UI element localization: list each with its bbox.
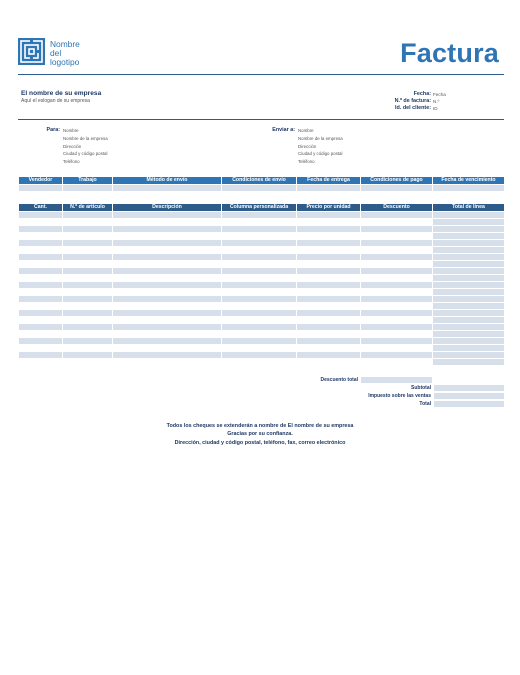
table-cell[interactable] (63, 212, 113, 219)
table-cell[interactable] (113, 310, 222, 317)
table-cell[interactable] (222, 275, 297, 282)
table-cell[interactable] (297, 226, 361, 233)
items-table (18, 203, 505, 366)
table-row (19, 324, 505, 331)
table-cell[interactable] (222, 303, 297, 310)
table-row (19, 317, 505, 324)
table-cell[interactable] (222, 212, 297, 219)
logo-line: logotipo (50, 57, 80, 68)
table-cell[interactable] (297, 233, 361, 240)
table-row (19, 352, 505, 359)
col-header: Cant. (19, 204, 63, 212)
items-header-row (19, 204, 505, 212)
table-row (19, 331, 505, 338)
table-cell[interactable] (361, 233, 433, 240)
col-header: Columna personalizada (222, 204, 297, 212)
table-cell[interactable] (433, 317, 505, 324)
table-row (19, 338, 505, 345)
table-cell[interactable] (19, 345, 63, 352)
table-cell[interactable] (361, 296, 433, 303)
table-cell[interactable] (113, 345, 222, 352)
table-row (19, 289, 505, 296)
table-cell[interactable] (222, 261, 297, 268)
sales-tax-label: Impuesto sobre las ventas (368, 393, 431, 399)
table-cell[interactable] (297, 240, 361, 247)
table-cell[interactable] (433, 296, 505, 303)
table-cell[interactable] (297, 352, 361, 359)
table-cell[interactable] (19, 233, 63, 240)
table-cell[interactable] (297, 219, 361, 226)
table-row (19, 233, 505, 240)
thanks-note: Gracias por su confianza. (227, 431, 293, 437)
table-cell[interactable] (361, 254, 433, 261)
logo-line: Nombre (50, 39, 80, 49)
table-cell[interactable] (222, 345, 297, 352)
table-cell[interactable] (433, 226, 505, 233)
invoice-number-label: N.º de factura: (394, 98, 431, 104)
bill-to-address (63, 127, 108, 166)
table-cell[interactable] (63, 247, 113, 254)
table-cell[interactable] (113, 247, 222, 254)
date-value: Fecha (433, 92, 446, 97)
table-cell[interactable] (113, 219, 222, 226)
total-field[interactable] (434, 401, 504, 407)
table-cell[interactable] (433, 254, 505, 261)
table-cell[interactable] (63, 289, 113, 296)
table-cell[interactable] (113, 261, 222, 268)
table-cell[interactable] (433, 219, 505, 226)
table-cell[interactable] (297, 296, 361, 303)
table-cell[interactable] (297, 212, 361, 219)
col-header: Total de línea (433, 204, 505, 212)
table-cell[interactable] (19, 226, 63, 233)
table-cell[interactable] (113, 254, 222, 261)
col-header: Descuento (361, 204, 433, 212)
table-cell[interactable] (63, 185, 113, 192)
table-cell[interactable] (19, 310, 63, 317)
table-cell[interactable] (19, 247, 63, 254)
table-cell[interactable] (361, 226, 433, 233)
table-cell[interactable] (433, 352, 505, 359)
table-cell[interactable] (361, 345, 433, 352)
table-cell[interactable] (63, 254, 113, 261)
customer-id-label: Id. del cliente: (395, 105, 431, 111)
col-header: Precio por unidad (297, 204, 361, 212)
table-cell[interactable] (113, 303, 222, 310)
table-cell[interactable] (222, 268, 297, 275)
shipping-table (18, 176, 505, 192)
table-cell[interactable] (297, 185, 361, 192)
total-discount-field[interactable] (361, 377, 432, 383)
bill-to-label: Para: (46, 127, 60, 133)
table-cell[interactable] (19, 352, 63, 359)
table-cell[interactable] (19, 331, 63, 338)
table-cell[interactable] (297, 324, 361, 331)
table-cell[interactable] (433, 240, 505, 247)
ship-to-label: Enviar a: (272, 127, 295, 133)
table-cell[interactable] (63, 233, 113, 240)
table-cell[interactable] (433, 289, 505, 296)
subtotal-label: Subtotal (411, 385, 431, 391)
table-cell[interactable] (433, 345, 505, 352)
table-cell[interactable] (297, 331, 361, 338)
table-cell[interactable] (222, 359, 297, 366)
address-line: Nombre de la empresa (63, 135, 108, 141)
table-cell[interactable] (113, 317, 222, 324)
table-cell[interactable] (433, 261, 505, 268)
table-cell[interactable] (361, 268, 433, 275)
address-line: Dirección (63, 143, 82, 149)
logo-icon (18, 38, 45, 65)
table-cell[interactable] (113, 359, 222, 366)
table-cell[interactable] (361, 324, 433, 331)
total-discount-label: Descuento total (320, 377, 358, 383)
table-row (19, 310, 505, 317)
address-line: Nombre de la empresa (298, 135, 343, 141)
table-cell[interactable] (113, 289, 222, 296)
table-cell[interactable] (222, 338, 297, 345)
address-line: Nombre (298, 128, 314, 133)
table-cell[interactable] (297, 247, 361, 254)
table-cell[interactable] (63, 331, 113, 338)
table-cell[interactable] (113, 352, 222, 359)
table-cell[interactable] (433, 268, 505, 275)
table-cell[interactable] (433, 331, 505, 338)
table-cell[interactable] (361, 310, 433, 317)
table-cell[interactable] (222, 331, 297, 338)
table-cell[interactable] (222, 289, 297, 296)
table-cell[interactable] (297, 338, 361, 345)
table-row (19, 219, 505, 226)
table-cell[interactable] (63, 268, 113, 275)
table-cell[interactable] (433, 212, 505, 219)
table-cell[interactable] (113, 275, 222, 282)
sales-tax-field[interactable] (434, 393, 504, 399)
table-cell[interactable] (433, 303, 505, 310)
table-cell[interactable] (63, 240, 113, 247)
shipping-header-row (19, 177, 505, 185)
invoice-number-value: N.º (433, 99, 440, 104)
col-header: Método de envío (113, 177, 222, 185)
table-cell[interactable] (433, 275, 505, 282)
table-cell[interactable] (361, 338, 433, 345)
table-cell[interactable] (19, 275, 63, 282)
subtotal-field[interactable] (434, 385, 504, 391)
table-cell[interactable] (19, 254, 63, 261)
table-cell[interactable] (222, 240, 297, 247)
table-cell[interactable] (433, 185, 505, 192)
header-divider (18, 74, 504, 75)
table-cell[interactable] (222, 317, 297, 324)
table-cell[interactable] (361, 275, 433, 282)
table-cell[interactable] (433, 282, 505, 289)
table-cell[interactable] (63, 226, 113, 233)
table-cell[interactable] (63, 310, 113, 317)
table-cell[interactable] (113, 331, 222, 338)
table-cell[interactable] (222, 226, 297, 233)
table-cell[interactable] (361, 219, 433, 226)
ship-to-address (298, 127, 343, 166)
table-cell[interactable] (113, 212, 222, 219)
table-cell[interactable] (113, 324, 222, 331)
table-cell[interactable] (361, 352, 433, 359)
table-cell[interactable] (361, 247, 433, 254)
table-cell[interactable] (113, 233, 222, 240)
table-cell[interactable] (113, 338, 222, 345)
table-cell[interactable] (297, 268, 361, 275)
table-cell[interactable] (63, 296, 113, 303)
table-row (19, 254, 505, 261)
table-cell[interactable] (63, 324, 113, 331)
table-cell[interactable] (63, 219, 113, 226)
address-line: Ciudad y código postal (63, 151, 108, 157)
table-cell[interactable] (19, 185, 63, 192)
table-cell[interactable] (361, 212, 433, 219)
company-slogan: Aquí el eslogan de su empresa (21, 98, 90, 104)
table-cell[interactable] (361, 289, 433, 296)
table-cell[interactable] (361, 261, 433, 268)
table-cell[interactable] (361, 317, 433, 324)
table-cell[interactable] (222, 185, 297, 192)
table-cell[interactable] (19, 303, 63, 310)
col-header: Fecha de entrega (297, 177, 361, 185)
table-cell[interactable] (222, 254, 297, 261)
table-cell[interactable] (19, 289, 63, 296)
address-line: Nombre (63, 128, 79, 133)
meta-divider (18, 119, 504, 120)
table-row (19, 212, 505, 219)
invoice-title: Factura (400, 38, 499, 68)
address-line: Ciudad y código postal (298, 151, 343, 157)
table-cell[interactable] (361, 185, 433, 192)
table-cell[interactable] (19, 324, 63, 331)
item-rows (19, 212, 505, 366)
col-header: Fecha de vencimiento (433, 177, 505, 185)
table-cell[interactable] (113, 240, 222, 247)
table-cell[interactable] (222, 219, 297, 226)
table-cell[interactable] (433, 338, 505, 345)
table-cell[interactable] (433, 324, 505, 331)
table-cell[interactable] (361, 303, 433, 310)
table-cell[interactable] (433, 247, 505, 254)
table-cell[interactable] (361, 282, 433, 289)
col-header: Descripción (113, 204, 222, 212)
table-cell[interactable] (297, 261, 361, 268)
col-header: Condiciones de pago (361, 177, 433, 185)
table-cell[interactable] (63, 359, 113, 366)
table-row (19, 296, 505, 303)
table-cell[interactable] (361, 359, 433, 366)
table-cell[interactable] (297, 282, 361, 289)
col-header: Trabajo (63, 177, 113, 185)
customer-id-value: ID (433, 106, 438, 111)
table-cell[interactable] (63, 275, 113, 282)
table-row (19, 282, 505, 289)
table-row (19, 226, 505, 233)
company-name: El nombre de su empresa (21, 90, 102, 97)
contact-line: Dirección, ciudad y código postal, teléfono, fax, correo electrónico (174, 440, 346, 446)
address-line: Dirección (298, 143, 317, 149)
table-cell[interactable] (297, 359, 361, 366)
table-cell[interactable] (19, 240, 63, 247)
table-cell[interactable] (63, 352, 113, 359)
table-row (19, 261, 505, 268)
table-row (19, 359, 505, 366)
table-row (19, 345, 505, 352)
table-cell[interactable] (222, 352, 297, 359)
table-cell[interactable] (113, 296, 222, 303)
table-cell[interactable] (19, 338, 63, 345)
table-cell[interactable] (63, 338, 113, 345)
table-cell[interactable] (222, 296, 297, 303)
table-cell[interactable] (361, 240, 433, 247)
table-row (19, 247, 505, 254)
table-cell[interactable] (113, 282, 222, 289)
table-cell[interactable] (19, 212, 63, 219)
table-row (19, 240, 505, 247)
table-cell[interactable] (63, 317, 113, 324)
col-header: Condiciones de envío (222, 177, 297, 185)
table-cell[interactable] (113, 268, 222, 275)
table-cell[interactable] (222, 233, 297, 240)
date-label: Fecha: (413, 91, 431, 97)
table-cell[interactable] (19, 261, 63, 268)
table-cell[interactable] (19, 296, 63, 303)
table-cell[interactable] (297, 254, 361, 261)
table-cell[interactable] (222, 324, 297, 331)
table-cell[interactable] (433, 359, 505, 366)
table-cell[interactable] (63, 345, 113, 352)
total-label: Total (419, 401, 431, 407)
col-header: N.º de artículo (63, 204, 113, 212)
table-cell[interactable] (433, 233, 505, 240)
table-cell[interactable] (63, 261, 113, 268)
table-cell[interactable] (19, 219, 63, 226)
shipping-row (19, 185, 505, 192)
table-cell[interactable] (297, 303, 361, 310)
table-cell[interactable] (297, 345, 361, 352)
table-cell[interactable] (297, 317, 361, 324)
address-line: Teléfono (63, 159, 80, 165)
logo-line: del (50, 48, 62, 59)
table-cell[interactable] (113, 185, 222, 192)
cheque-note: Todos los cheques se extenderán a nombre de El nombre de su empresa (166, 423, 354, 429)
table-cell[interactable] (19, 359, 63, 366)
table-cell[interactable] (19, 282, 63, 289)
table-cell[interactable] (222, 310, 297, 317)
address-line: Teléfono (298, 159, 315, 165)
table-cell[interactable] (63, 282, 113, 289)
table-cell[interactable] (222, 282, 297, 289)
table-cell[interactable] (297, 275, 361, 282)
table-cell[interactable] (433, 310, 505, 317)
table-cell[interactable] (63, 303, 113, 310)
table-cell[interactable] (297, 310, 361, 317)
table-row (19, 303, 505, 310)
table-cell[interactable] (19, 268, 63, 275)
table-cell[interactable] (222, 247, 297, 254)
table-cell[interactable] (19, 317, 63, 324)
table-row (19, 268, 505, 275)
table-cell[interactable] (297, 289, 361, 296)
col-header: Vendedor (19, 177, 63, 185)
logo-name (50, 40, 110, 68)
table-row (19, 275, 505, 282)
table-cell[interactable] (361, 331, 433, 338)
table-cell[interactable] (113, 226, 222, 233)
